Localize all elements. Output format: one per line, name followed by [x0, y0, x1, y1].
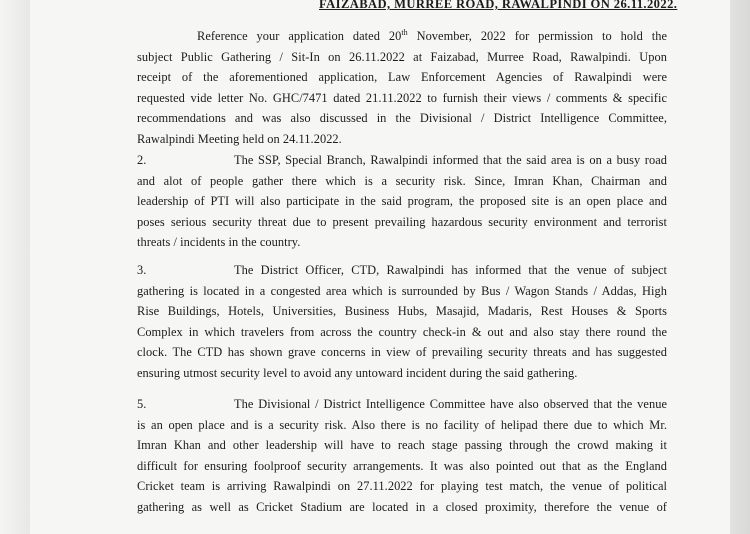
- paragraph-1-line: recommendations and was also discussed in the Divisional / District Intelligence Committee,: [137, 111, 667, 126]
- ordinal-suffix: th: [401, 27, 408, 37]
- paragraph-number: 2.: [137, 153, 147, 167]
- paragraph-2-line: poses serious security threat due to present prevailing hazardous security environment and terrorist: [137, 214, 667, 229]
- paragraph-5-line: is an open place and is a security risk. Also there is no facility of helipad there due to which Mr.: [137, 417, 667, 432]
- paragraph-1-line-text: November, 2022 for permission to hold the: [407, 29, 668, 43]
- paragraph-1-line: subject Public Gathering / Sit-In on 26.11.2022 at Faizabad, Murree Road, Rawalpindi. Upon: [137, 49, 667, 64]
- paragraph-1: [137, 26, 667, 150]
- document-page: [30, 0, 730, 534]
- paragraph-1-line-text: Reference your application dated 20: [197, 29, 402, 43]
- paragraph-5-first-line: [137, 394, 667, 415]
- paragraph-2-line: and alot of people gather there which is a security risk. Since, Imran Khan, Chairman and: [137, 173, 667, 188]
- paragraph-1-line: requested vide letter No. GHC/7471 dated 21.11.2022 to furnish their views / comments & specific: [137, 90, 667, 105]
- paragraph-5-line: difficult for ensuring foolproof security arrangements. It was also pointed out that as the England: [137, 458, 667, 473]
- paragraph-5-line: Cricket team is arriving Rawalpindi on 27.11.2022 for playing test match, the venue of political: [137, 479, 667, 494]
- paragraph-5-line: The Divisional / District Intelligence Committee have also observed that the venue: [234, 397, 667, 411]
- paragraph-3-line: clock. The CTD has shown grave concerns in view of prevailing security threats and has suggested: [137, 345, 667, 360]
- paragraph-3-line: gathering is located in a congested area which is surrounded by Bus / Wagon Stands / Addas, High: [137, 283, 667, 298]
- paragraph-number: 5.: [137, 397, 147, 411]
- photo-background-left: [0, 0, 28, 534]
- paragraph-2-line: threats / incidents in the country.: [137, 235, 301, 250]
- paragraph-3-first-line: [137, 260, 667, 281]
- paragraph-1-line: Rawalpindi Meeting held on 24.11.2022.: [137, 131, 342, 146]
- paragraph-5-line: Imran Khan and other leadership will have to reach stage passing through the crowd making it: [137, 438, 667, 453]
- paragraph-1-line: [137, 26, 667, 47]
- paragraph-5: [137, 394, 667, 518]
- paragraph-3-line: ensuring utmost security level to avoid any untoward incident during the said gathering.: [137, 365, 578, 380]
- paragraph-2-first-line: [137, 150, 667, 171]
- paragraph-2: [137, 150, 667, 253]
- paragraph-2-line: The SSP, Special Branch, Rawalpindi informed that the said area is on a busy road: [234, 153, 667, 167]
- paragraph-3: [137, 260, 667, 384]
- paragraph-number: 3.: [137, 263, 147, 277]
- paragraph-5-line: gathering as well as Cricket Stadium are located in a closed proximity, therefore the venue of: [137, 499, 667, 514]
- paragraph-1-line: receipt of the aforementioned application, Law Enforcement Agencies of Rawalpindi were: [137, 70, 667, 85]
- paragraph-3-line: The District Officer, CTD, Rawalpindi has informed that the venue of subject: [234, 263, 667, 277]
- subject-heading: FAIZABAD, MURREE ROAD, RAWALPINDI ON 26.11.2022.: [319, 0, 678, 11]
- paragraph-3-line: Rise Buildings, Hotels, Universities, Business Hubs, Masajid, Madaris, Rest Houses & Sports: [137, 304, 667, 319]
- paragraph-3-line: Complex in which travelers from across the country check-in & out and also stay there round the: [137, 324, 667, 339]
- paragraph-2-line: leadership of PTI will also participate in the said program, the proposed site is an open place and: [137, 194, 667, 209]
